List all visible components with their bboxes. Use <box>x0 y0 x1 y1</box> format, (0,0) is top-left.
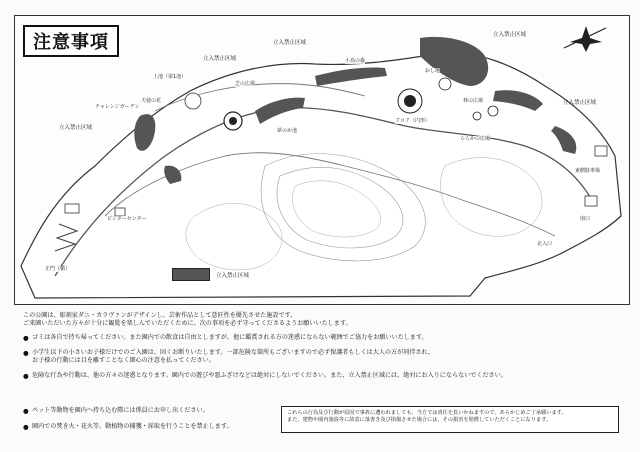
rule-text: 危険な行為や行動は、他の方々の迷惑となります。園内での遊びや悪ふざけなどは絶対にしないでください。また、立入禁止区域には、絶対にお入りにならないでください。 <box>32 372 507 379</box>
warning-line: また、建物や園内施設等に故意に落書き及び損傷させた場合には、その損害を賠償していただくことになります。 <box>287 417 552 423</box>
place-label: 夢のか池 <box>277 128 298 134</box>
rule-item <box>23 372 623 380</box>
place-label: 正門（楯） <box>45 266 71 272</box>
page-title: 注意事項 <box>33 32 109 53</box>
rule-item <box>23 357 623 365</box>
plaza-circle <box>439 78 451 90</box>
building <box>65 204 79 213</box>
zone-label: 立入禁止区域 <box>493 32 527 38</box>
side-rules <box>23 407 278 431</box>
park-map <box>14 15 630 305</box>
bullet: ● <box>23 372 29 380</box>
rule-text: ペット等動物を園内へ持ち込む際には係員にお申し出ください。 <box>32 407 209 414</box>
place-label: ビジターセンター <box>107 216 147 222</box>
bullet: ● <box>23 334 29 342</box>
plaza-circle <box>229 117 237 125</box>
place-label: 上池（第1池） <box>153 74 187 80</box>
notes <box>23 312 623 380</box>
intro-line: ご来園いただいた方々が十分に観覧を楽しんでいただくために、次の事項を必ず守ってくださるようお願いいたします。 <box>23 320 352 327</box>
bullet <box>23 357 32 365</box>
zone-label: 立入禁止区域 <box>273 40 307 46</box>
plaza-circle <box>473 112 481 120</box>
place-label: 林の広場 <box>463 98 484 104</box>
rule-text: ゴミは各自で持ち帰ってください。また園内での飲食は自由としますが、他に鑑賞される方の迷惑にならない範囲でご協力をお願いいたします。 <box>32 334 428 341</box>
title-box <box>23 25 119 57</box>
building <box>595 146 607 156</box>
plaza-circle <box>404 95 416 107</box>
zone-label: 立入禁止区域 <box>563 100 597 106</box>
rule-text: 園内での焚き火・花火等、動植物の捕獲・採取を行うことを禁止します。 <box>32 423 233 430</box>
place-label: フロア（円形） <box>395 118 431 124</box>
intro <box>23 312 623 328</box>
plaza-circle <box>488 106 498 116</box>
map-legend <box>172 268 249 281</box>
bullet: ● <box>23 349 29 357</box>
map-drawing <box>15 16 629 304</box>
zone-label: 立入禁止区域 <box>203 56 237 62</box>
rule-text: 小学生以下の小さいお子様だけでのご入園は、固くお断りいたします。一部危険な箇所もございますので必ず保護者もしくは大人の方が同伴され、 <box>32 349 435 356</box>
rule-text: お子様の行動には目を離すことなく細心の注意を払ってください。 <box>32 357 215 364</box>
plaza-circle <box>185 93 201 109</box>
rule-item <box>23 334 623 342</box>
place-label: 小鳥の森 <box>345 58 366 64</box>
place-label: 天使の花 <box>141 98 162 104</box>
place-label: ららかの広場 <box>460 136 491 142</box>
park-boundary <box>21 53 621 298</box>
place-label: 芝の広場 <box>235 81 256 87</box>
zone-label: 立入禁止区域 <box>59 125 93 131</box>
place-label: おし地 <box>425 68 441 74</box>
place-label: 東側駐車場 <box>575 168 601 174</box>
place-label: 北入口 <box>537 241 553 247</box>
bullet: ● <box>23 423 29 431</box>
rule-item <box>23 423 278 431</box>
intro-line: この公園は、彫刻家ダニ・カラヴァンがデザインし、芸術作品として意匠性を優先させた施設です。 <box>23 312 297 319</box>
compass-icon <box>560 22 610 54</box>
legend-label: 立入禁止区域 <box>216 272 250 279</box>
place-label: 南口 <box>580 216 591 222</box>
building <box>585 196 597 206</box>
warning-box <box>281 406 619 433</box>
warning-line: これらの行為及び行動が原因で事故に遭われましても、当方では責任を負いかねますので、あらかじめご了承願います。 <box>287 410 567 416</box>
bullet: ● <box>23 407 29 415</box>
building <box>115 208 125 216</box>
place-label: チャレンジガーデン <box>95 104 140 110</box>
legend-swatch <box>172 268 210 281</box>
rule-item <box>23 407 278 415</box>
rule-item <box>23 349 623 357</box>
